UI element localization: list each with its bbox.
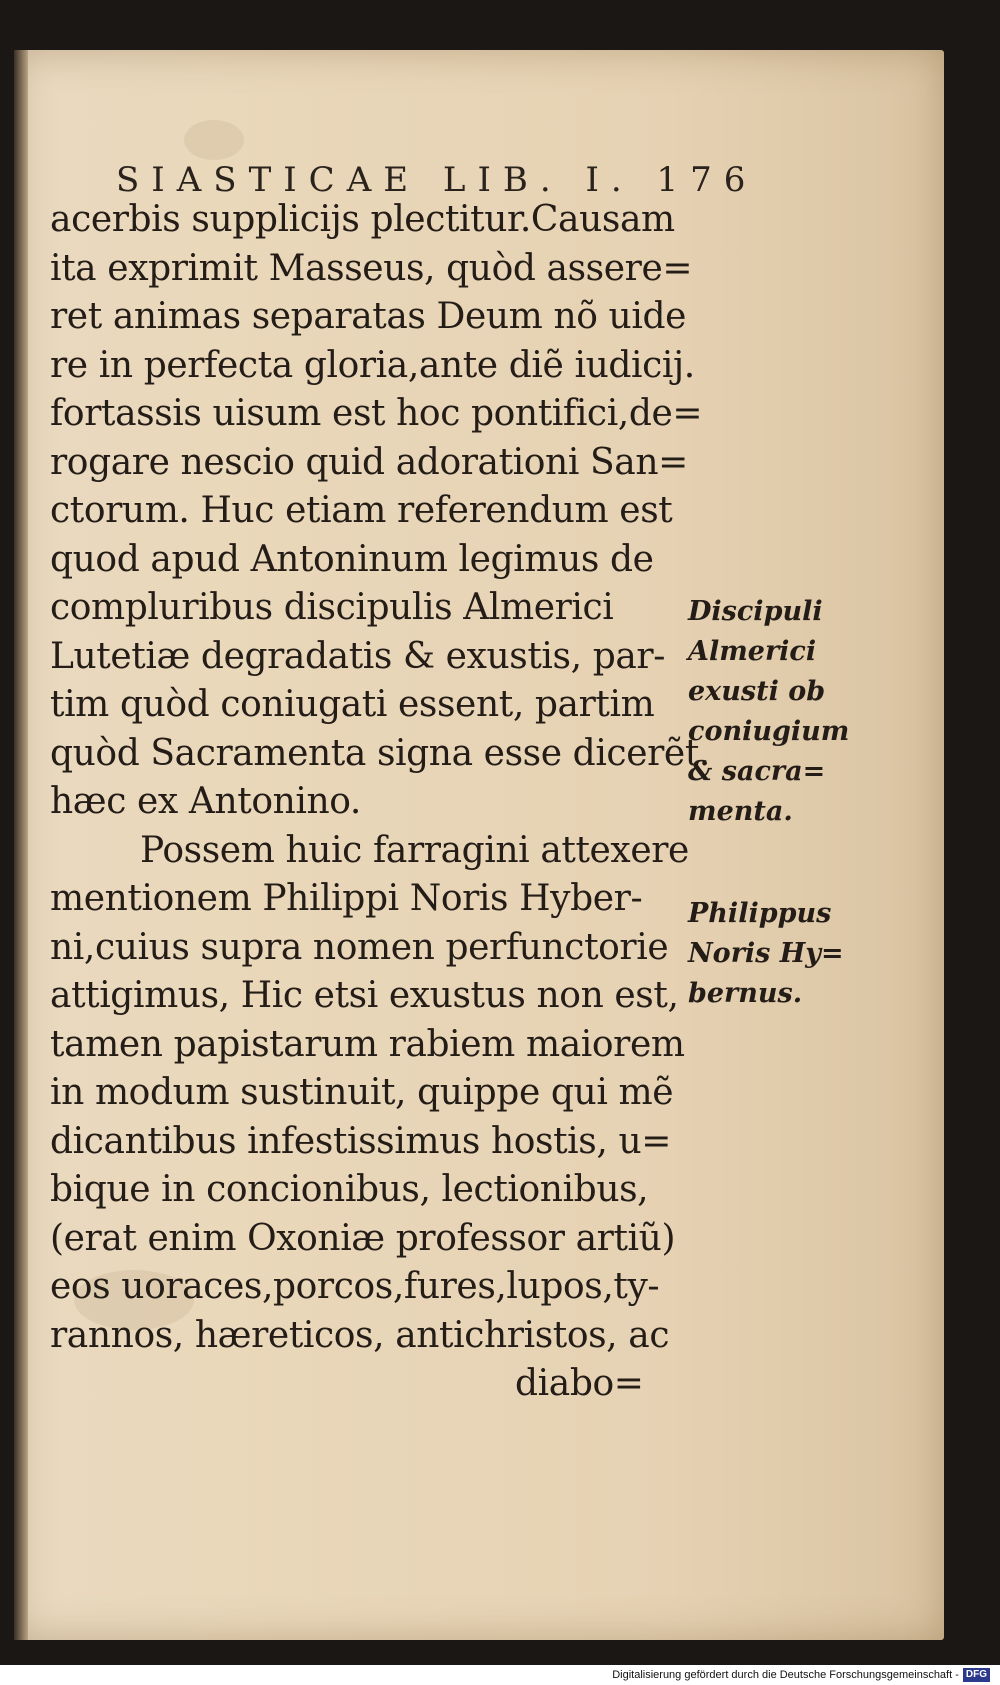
text-line: compluribus discipulis Almerici xyxy=(50,587,614,628)
marginal-note-line: bernus. xyxy=(688,978,803,1009)
marginal-note-philippus xyxy=(688,894,848,1014)
footer-credit-text: Digitalisierung gefördert durch die Deutsche Forschungsgemeinschaft - xyxy=(612,1669,959,1681)
marginal-note-line: Discipuli xyxy=(688,596,823,627)
page-gutter-edge xyxy=(14,50,28,1640)
text-line: ita exprimit Masseus, quòd assere= xyxy=(50,247,693,289)
text-line: acerbis supplicijs plectitur.Causam xyxy=(50,199,675,240)
text-line: in modum sustinuit, quippe qui mẽ xyxy=(50,1072,674,1113)
catchword: diabo= xyxy=(515,1363,644,1404)
text-line: bique in concionibus, lectionibus, xyxy=(50,1169,649,1210)
digitization-footer xyxy=(612,1667,990,1683)
running-head: SIASTICAE LIB. I. 176 xyxy=(116,160,758,200)
text-line: ni,cuius supra nomen perfunctorie xyxy=(50,926,669,968)
text-line: tim quòd coniugati essent, partim xyxy=(50,684,655,725)
text-line: ctorum. Huc etiam referendum est xyxy=(50,490,673,531)
marginal-note-line: Philippus xyxy=(688,898,832,929)
text-line: ret animas separatas Deum nõ uide xyxy=(50,296,686,337)
text-line: re in perfecta gloria,ante diẽ iudicij. xyxy=(50,344,695,386)
marginal-note-line: menta. xyxy=(688,796,793,827)
marginal-note-line: exusti ob xyxy=(688,676,826,707)
text-line: quòd Sacramenta signa esse dicerẽt. xyxy=(50,732,710,774)
main-text-block xyxy=(50,196,710,1409)
text-line: fortassis uisum est hoc pontifici,de= xyxy=(50,393,703,434)
marginal-note-discipuli xyxy=(688,592,848,832)
text-line: eos uoraces,porcos,fures,lupos,ty- xyxy=(50,1266,660,1307)
paper-stain xyxy=(184,120,244,160)
marginal-note-line: & sacra= xyxy=(688,756,826,787)
text-line: hæc ex Antonino. xyxy=(50,781,361,822)
text-line: dicantibus infestissimus hostis, u= xyxy=(50,1120,672,1162)
marginal-note-line: coniugium xyxy=(688,716,850,747)
text-line: quod apud Antoninum legimus de xyxy=(50,538,654,580)
text-line: rogare nescio quid adorationi San= xyxy=(50,441,688,483)
text-line: Possem huic farragini attexere xyxy=(140,829,689,871)
text-line: attigimus, Hic etsi exustus non est, xyxy=(50,975,679,1016)
text-line: tamen papistarum rabiem maiorem xyxy=(50,1023,685,1065)
marginal-note-line: Noris Hy= xyxy=(688,938,844,969)
dfg-logo: DFG xyxy=(963,1668,990,1682)
text-line: rannos, hæreticos, antichristos, ac xyxy=(50,1314,670,1356)
text-line: (erat enim Oxoniæ professor artiũ) xyxy=(50,1217,676,1259)
marginal-note-line: Almerici xyxy=(688,636,817,667)
text-line: Lutetiæ degradatis & exustis, par- xyxy=(50,635,665,677)
text-line: mentionem Philippi Noris Hyber- xyxy=(50,878,643,919)
